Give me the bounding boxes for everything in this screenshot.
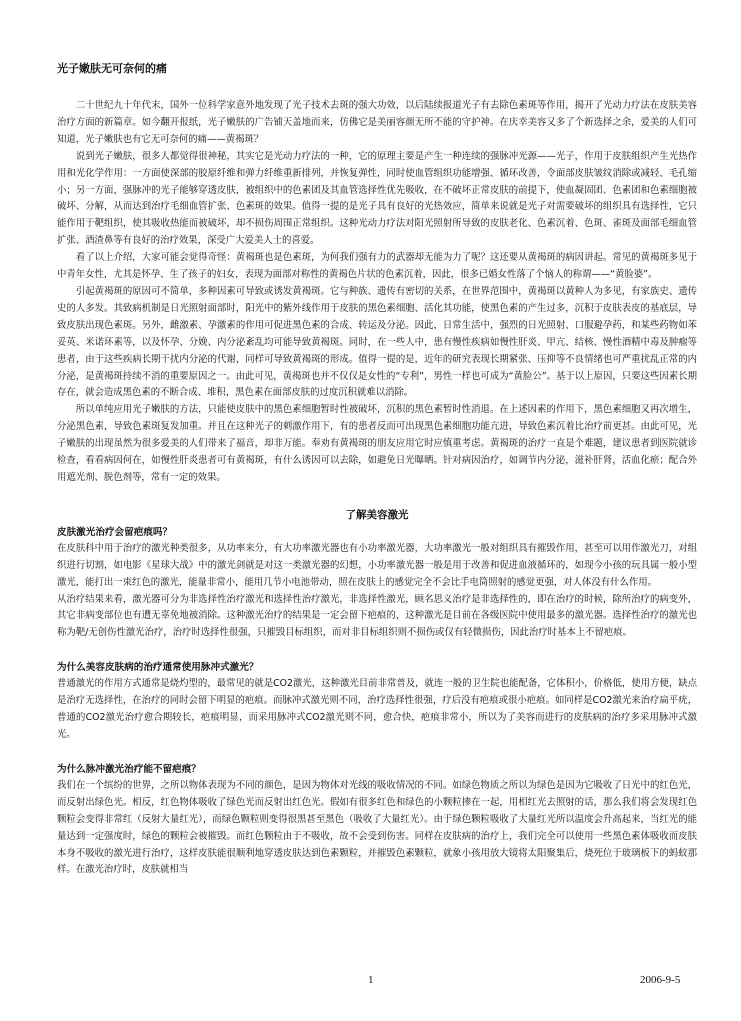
paragraph: 引起黄褐斑的原因可不简单，多种因素可导致或诱发黄褐斑。它与种族、遗传有密切的关系，在世界范围中，黄褐斑以黄种人为多见，有家族史、遗传史的人多发。其致病机制是日光照射面部时，阳光中的紫外线作用于皮肤的黑色素细胞、活化其功能，使黑色素的产生过多，沉积于皮肤表皮的基底层，导致皮肤出现色素斑。另外，雌激素、孕激素的作用可促进黑色素的合成、转运及分泌。因此，日常生活中，强烈的日光照射、口服避孕药，和某些药物如苯妥英、米诺环素等，以及怀孕、分娩、内分泌紊乱均可能导致黄褐斑。同时，在一些人中，患有慢性疾病如慢性肝炎、甲亢、结核、慢性酒精中毒及肿瘤等患者，由于这些疾病长期干扰内分泌的代谢，同样可导致黄褐斑的形成。值得一提的是，近年的研究表现长期紧张、压抑等不良情绪也可严重扰乱正常的内分泌，是黄褐斑持续不消的重要原因之一。由此可见，黄褐斑也并不仅仅是女性的“专利”，男性一样也可成为“黄脸公”。基于以上原因，只要这些因素长期存在，就会造成黑色素的不断合成、堆积，黑色素在面部皮肤的过度沉积就难以消除。 [57, 285, 697, 399]
laser-section [57, 524, 697, 880]
paragraph: 我们在一个缤纷的世界，之所以物体表现为不同的颜色，是因为物体对光线的吸收情况的不同。如绿色物质之所以为绿色是因为它吸收了日光中的红色光，而反射出绿色光。相反，红色物体吸收了绿色光而反射出红色光。假如有很多红色和绿色的小颗粒掺在一起，用相红光去照射的话，那么我们将会发现红色颗粒会变得非常红（反射大量红光），而绿色颗粒则变得很黑甚至黑色（吸收了大量红光）。由于绿色颗粒吸收了大量红光所以温度会升高起来，当红光的能量达到一定强度时，绿色的颗粒会被摧毁。而红色颗粒由于不吸收，故不会受到伤害。同样在皮肤病的治疗上，我们完全可以使用一些黑色素体吸收而皮肤本身不吸收的激光进行治疗，这样皮肤能很顺利地穿透皮肤达到色素颗粒，并摧毁色素颗粒，就象小孩用放大镜将太阳聚集后，烧死位于玻璃板下的蚂蚁那样。在激光治疗时，皮肤就相当 [57, 779, 697, 876]
question-heading: 皮肤激光治疗会留疤痕吗？ [57, 526, 173, 538]
paragraph: 所以单纯应用光子嫩肤的方法，只能使皮肤中的黑色素细胞暂时性被破坏，沉积的黑色素暂时性消退。在上述因素的作用下，黑色素细胞又再次增生，分泌黑色素，导致色素斑复发加重。并且在这种光子的刺激作用下，有的患者反而可出现黑色素细胞功能亢进，导致色素沉着比治疗前更甚。由此可见，光子嫩肤的出现虽然为很多爱美的人们带来了福音，却非万能。奉劝有黄褐斑的朋友应用它时应慎重考虑。黄褐斑的治疗一直是个难题，建议患者到医院就诊检查，看看病因何在，如慢性肝炎患者可有黄褐斑，有什么诱因可以去除，如避免日光曝晒。针对病因治疗，如调节内分泌，滋补肝肾，活血化瘀；配合外用遮光剂、脱色剂等，常有一定的效果。 [57, 404, 697, 483]
paragraph: 说到光子嫩肤，很多人都觉得很神秘，其实它是光动力疗法的一种，它的原理主要是产生一种连续的强脉冲光源——光子，作用于皮肤组织产生光热作用和光化学作用：一方面使深部的胶原纤维和弹力纤维重新排列，并恢复弹性，同时使血管组织功能增强、循环改善，令面部皮肤皱纹消除或减轻、毛孔缩小；另一方面，强脉冲的光子能够穿透皮肤，被组织中的色素团及其血管选择性优先吸收，在不破坏正常皮肤的前提下，使血凝固团、色素团和色素细胞被破坏、分解，从而达到治疗毛细血管扩张、色素斑的效果。值得一提的是光子具有良好的光热效应，简单来说就是光子对需要破坏的组织具有选择性，它只能作用于靶组织，使其吸收热能而被破坏，却不损伤周围正常组织。这种光动力疗法对阳光照射所导致的皮肤老化、色素沉着、色斑、雀斑及面部毛细血管扩张、酒渣鼻等有良好的治疗效果，深受广大爱美人士的喜爱。 [57, 150, 697, 247]
paragraph: 从治疗结果来看，激光器可分为非选择性治疗激光和选择性治疗激光，非选择性激光，顾名思义治疗是非选择性的，即在治疗的时候，除所治疗的病变外，其它非病变部位也有遭无辜免地被消除。这种激光治疗的结果是一定会留下疤痕的，这种激光是目前在各级医院中使用最多的激光器。选择性治疗的激光也称为靶/无创伤性激光治疗，治疗时选择性很强，只摧毁目标组织，而对非目标组织则不损伤或仅有轻微损伤，因此治疗时基本上不留疤痕。 [57, 593, 697, 639]
paragraph: 普通激光的作用方式通常是烧灼型的，最常见的就是CO2激光，这种激光目前非常普及，就连一般的卫生院也能配备，它体积小，价格低，使用方便，缺点是治疗无选择性，在治疗的同时会留下明显的疤痕。而脉冲式激光则不同，治疗选择性很强，疗后没有疤痕或很小疤痕。如同样是CO2激光来治疗扁平疣，普通的CO2激光治疗愈合期较长，疤痕明显，而采用脉冲式CO2激光则不同，愈合快，疤痕非常小，所以为了美容而进行的皮肤病的治疗多采用脉冲式激光。 [57, 678, 697, 740]
paragraph: 二十世纪九十年代末，国外一位科学家意外地发现了光子技术去斑的强大功效，以后陆续报道光子有去除色素斑等作用，揭开了光动力疗法在皮肤美容治疗方面的新篇章。如今翻开报纸，光子嫩肤的广告铺天盖地而来，仿佛它是美丽容颜无所不能的守护神。在庆幸美容又多了个新选择之余，爱美的人们可知道，光子嫩肤也有它无可奈何的痛——黄褐斑？ [57, 100, 697, 145]
spacer [57, 642, 697, 659]
article-title: 光子嫩肤无可奈何的痛 [57, 62, 167, 75]
question-heading: 为什么美容皮肤病的治疗通常使用脉冲式激光？ [57, 662, 259, 674]
article-body [57, 98, 697, 487]
question-heading: 为什么脉冲激光治疗能不留疤痕？ [57, 763, 201, 775]
paragraph: 在皮肤科中用于治疗的激光种类很多，从功率来分，有大功率激光器也有小功率激光器，大功率激光一般对组织具有摧毁作用，甚至可以用作激光刀，对组织进行切割，如电影《星球大战》中的激光剑就是对这一类激光器的幻想，小功率激光器一般是用于改善和促进血液循环的，如现今小孩的玩具属一般小型激光，能打出一束红色的激光，能量非常小，能用几节小电池带动，照在皮肤上的感觉完全不会比手电筒照射的感觉更强，对人体没有什么作用。 [57, 542, 697, 588]
page-number: 1 [368, 974, 374, 986]
section-title: 了解美容激光 [345, 508, 409, 521]
paragraph: 看了以上介绍，大家可能会觉得奇怪：黄褐斑也是色素斑，为何我们强有力的武器却无能为力了呢？这还要从黄褐斑的病因讲起。常见的黄褐斑多见于中青年女性，尤其是怀孕、生了孩子的妇女，表现为面部对称性的黄褐色片状的色素沉着，因此，很多已婚女性落了个恼人的称谓——“黄脸婆”。 [57, 252, 697, 281]
spacer [57, 744, 697, 761]
footer-date: 2006-9-5 [640, 974, 681, 986]
document-body [57, 60, 697, 879]
